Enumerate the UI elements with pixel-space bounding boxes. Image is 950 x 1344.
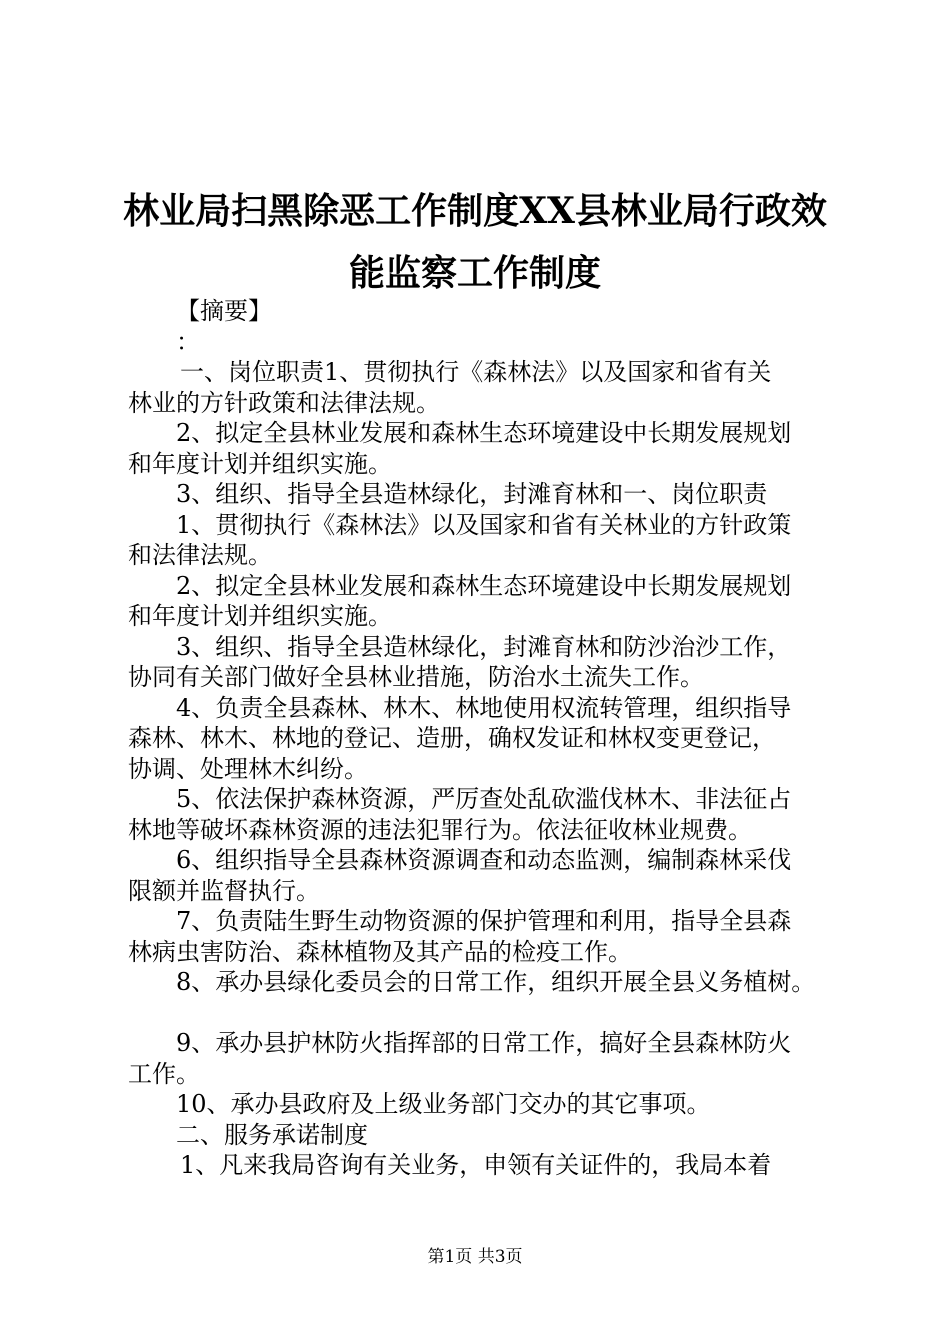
abstract-label: 【摘要】 <box>176 297 272 325</box>
abstract-colon: ： <box>176 327 200 356</box>
page-footer: 第1页 共3页 <box>427 1247 523 1267</box>
paragraph-line: 林病虫害防治、森林植物及其产品的检疫工作。 <box>128 937 632 966</box>
paragraph-line: 协调、处理林木纠纷。 <box>128 754 368 783</box>
paragraph-line: 4、负责全县森林、林木、林地使用权流转管理，组织指导 <box>176 693 792 722</box>
paragraph-line: 1、贯彻执行《森林法》以及国家和省有关林业的方针政策 <box>176 510 792 539</box>
paragraph-line: 和法律法规。 <box>128 541 272 569</box>
paragraph-line: 工作。 <box>128 1059 200 1088</box>
paragraph-line: 限额并监督执行。 <box>128 876 320 905</box>
paragraph-line: 8、承办县绿化委员会的日常工作，组织开展全县义务植树。 <box>176 968 816 996</box>
document-title <box>120 180 830 304</box>
title-line-1: 林业局扫黑除恶工作制度XX县林业局行政效 <box>123 190 827 232</box>
paragraph-line: 9、承办县护林防火指挥部的日常工作，搞好全县森林防火 <box>176 1029 792 1057</box>
paragraph-line: 3、组织、指导全县造林绿化，封滩育林和一、岗位职责 <box>176 480 768 508</box>
paragraph-line: 2、拟定全县林业发展和森林生态环境建设中长期发展规划 <box>176 571 792 600</box>
paragraph-line: 7、负责陆生野生动物资源的保护管理和利用，指导全县森 <box>176 907 792 935</box>
title-line-2: 能监察工作制度 <box>348 252 601 294</box>
paragraph-line: 5、依法保护森林资源，严厉查处乱砍滥伐林木、非法征占 <box>176 785 792 813</box>
paragraph-line: 协同有关部门做好全县林业措施，防治水土流失工作。 <box>128 663 704 691</box>
paragraph-line: 森林、林木、林地的登记、造册，确权发证和林权变更登记， <box>128 724 776 752</box>
paragraph-line: 3、组织、指导全县造林绿化，封滩育林和防沙治沙工作， <box>176 632 792 661</box>
paragraph-line: 林业的方针政策和法律法规。 <box>128 388 440 417</box>
paragraph-line: 10、承办县政府及上级业务部门交办的其它事项。 <box>176 1090 711 1118</box>
blank-line <box>128 998 840 1029</box>
paragraph-line: 林地等破坏森林资源的违法犯罪行为。依法征收林业规费。 <box>128 815 752 844</box>
paragraph-line: 和年度计划并组织实施。 <box>128 602 392 630</box>
section-heading: 二、服务承诺制度 <box>176 1120 368 1149</box>
paragraph-line: 一、岗位职责1、贯彻执行《森林法》以及国家和省有关 <box>180 358 772 386</box>
document-body <box>128 296 840 1181</box>
paragraph-line: 1、凡来我局咨询有关业务，申领有关证件的，我局本着 <box>180 1151 772 1179</box>
paragraph-line: 和年度计划并组织实施。 <box>128 449 392 478</box>
paragraph-line: 6、组织指导全县森林资源调查和动态监测，编制森林采伐 <box>176 846 792 874</box>
paragraph-line: 2、拟定全县林业发展和森林生态环境建设中长期发展规划 <box>176 419 792 447</box>
